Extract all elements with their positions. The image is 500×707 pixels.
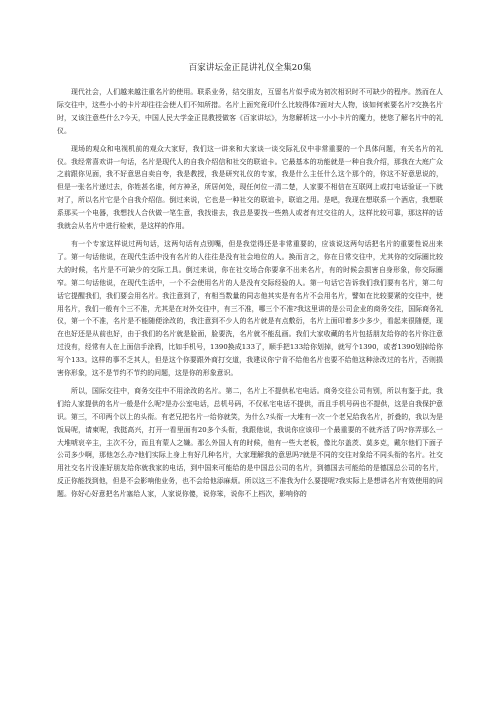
paragraph-business-card-function: 现场的观众和电视机前的观众大家好，我们这一讲来和大家谈一谈交际礼仪中非常重要的一个具体问题，有关名片的礼仪。我经常喜欢讲一句话，名片是现代人的自我介绍信和社交的联谊卡。它最基本的功能就是一种自我介绍，那我在大庭广众之前跟你见面，我不好意思自卖自夸，我是教授，我是研究礼仪的专家，我是什么主任什么这个那个的，你这不好意思说的，但是一张名片递过去，你姓甚名谁，何方神圣，所居何处，现任何位一清二楚，人家要不相信在互联网上或打电话验证一下就对了，所以名片它是个自我介绍信。倒过来说，它也是一种社交的联谊卡，联谊之用。是吧，我现在想联系一个酒店，我想联系那买一个电器，我想找人合伙做一笔生意，我找谁去，我总是要找一些熟人或者有过交往的人，这样比较可靠，那这样的话我就会从名片中进行检索，是这样的作用。: [57, 144, 443, 231]
paragraph-business-card-importance: 有一个专家这样说过两句话，这两句话有点别嘴，但是我觉得还是非常重要的，应该说这两句话把名片的重要性说出来了。第一句话他说，在现代生活中没有名片的人往往是没有社会地位的人。换而言之，你在日常交往中，尤其你的交际圈比较大的时候，名片是不可缺少的交际工具。倒过来说，你在社交场合你要拿不出来名片，有的时候会损害自身形象，你交际圈窄。第二句话他说，在现代生活中，一个不会使用名片的人是没有交际经验的人。第一句话它告诉我们我们要有名片，第二句话它提醒我们，我们要会用名片。我注意到了，有相当数量的同志他其实是有名片不会用名片，譬如在比较要紧的交往中，使用名片，我们一般有个三不准，尤其是在对外交往中，有三不准，哪三个不准?我这里讲的是公司企业的商务交往，国际商务礼仪，第一个不准，名片是不能随便涂改的，我注意到不少人的名片就是有点敷衍，名片上面印着多少多少，看起来很随便，现在也好还是从前也好，由于我们的名片就是脸面，脸要洗，名片就不能乱画。我们大家收藏的名片包括朋友给你的名片你注意过没有，经常有人在上面信手涂鸦，比如手机号，1390换成133了，顺手把133给你划掉，就写个1390，或者1390划掉给你写个133。这样的事不乏其人，但是这个你要跟外商打交道，我建议你宁肯不给他名片也要不给他这种涂改过的名片，否则损害你形象，这不是节约不节约的问题，这是你的形象意识。: [57, 239, 443, 378]
paragraph-intro: 现代社会，人们越来越注重名片的使用。联系业务，结交朋友，互留名片似乎成为初次相识时不可缺少的程序。然而在人际交往中，这些小小的卡片却往往会使人们不知所措。名片上面究竟印什么比较得体?面对大人物，该如何索要名片?交换名片时，又该注意些什么?今天，中国人民大学金正昆教授做客《百家讲坛》，为您解析这一小小卡片的魔力，使您了解名片中的礼仪。: [57, 88, 443, 135]
paragraph-three-rules: 所以，国际交往中，商务交往中不用涂改的名片。第二，名片上不提供私宅电话。商务交往公司有别，所以有鉴于此，我们给人家提供的名片一般是什么呢?是办公室电话，总机号码，不仅私宅电话不提供，而且手机号码也不提供，这是自我保护意识。第三，不印两个以上的头衔。有老兄把名片一给你就笑，为什么?头衔一大堆有一次一个老兄给我名片，折叠的，我以为是饭局呢，请柬呢，我挺高兴，打开一看里面有20多个头衔，我跟他说，我说你应该印一个最重要的不就齐活了吗?你弄那么一大堆唬哀辛主，主次不分，而且有蒙人之嫌。那么外国人有的时候，他有一些大老板，像比尔盖茨、莫多克，戴尔他们下面子公司多少啊，那他怎么办?他们实际上身上有好几种名片，大家理解我的意思吗?就是不同的交往对象给不同头衔的名片。社交用社交名片没准好朋友给你就我家的电话，到中国来可能给的是中国总公司的名片，到德国去可能给的是德国总公司的名片，反正你能找到他，但是不会影响他业务，也不会给他添麻烦。所以这三不准我为什么要提呢?我实际上是想讲名片有效使用的问题。你好心好意把名片塞给人家，人家说你傻，说你笨，说你不上档次，影响你的: [57, 386, 443, 499]
document-page: [57, 62, 443, 506]
document-title: 百家讲坛金正昆讲礼仪全集20集: [188, 63, 312, 73]
